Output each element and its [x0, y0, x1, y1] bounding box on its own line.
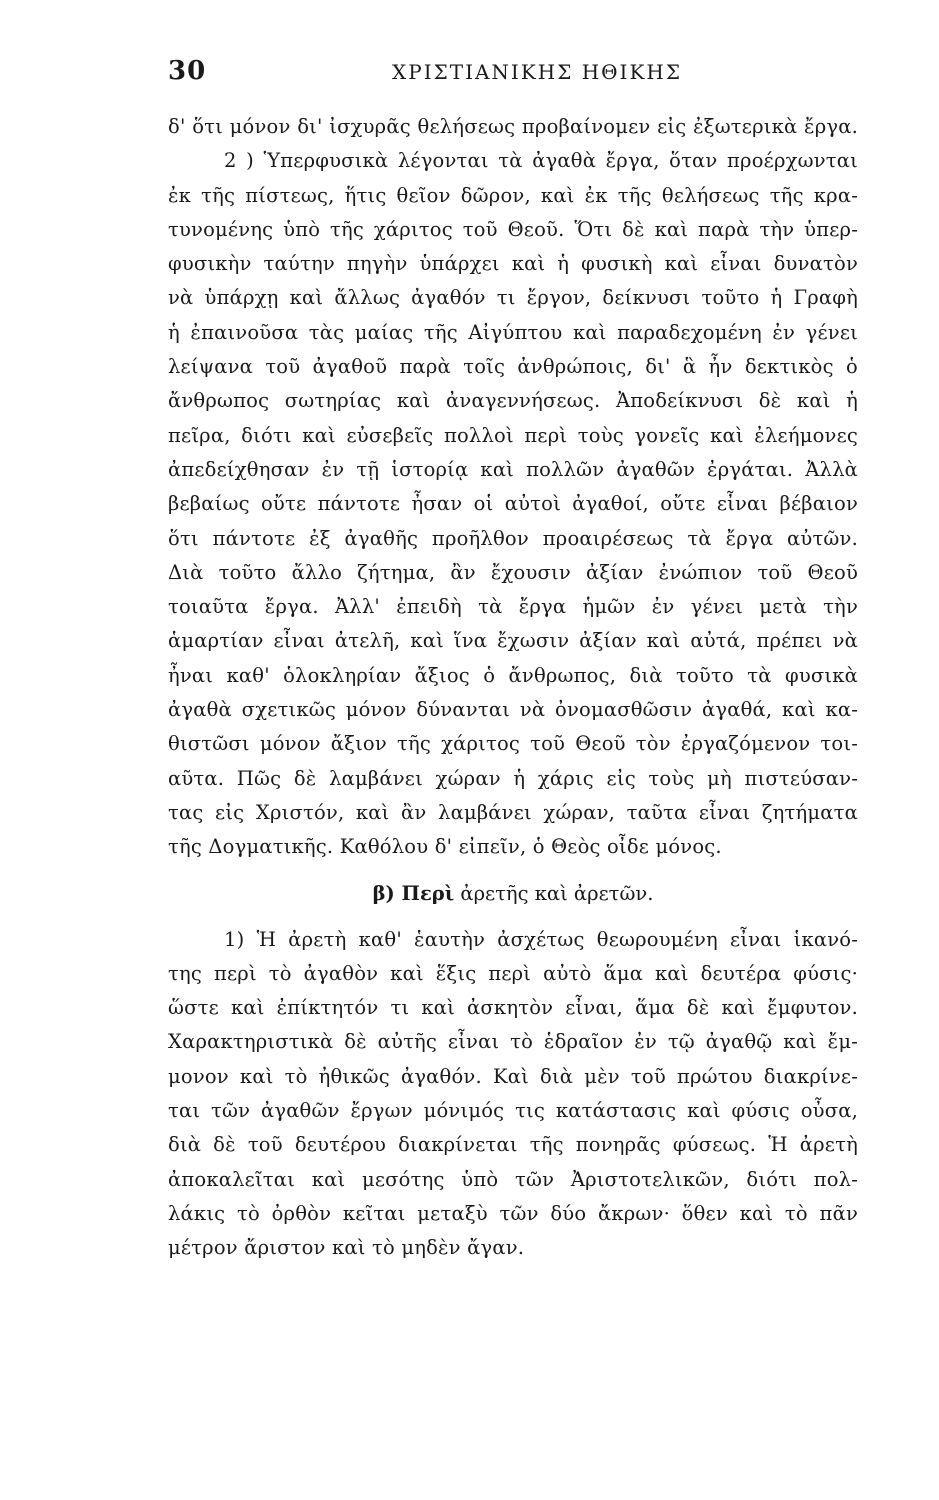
text-line: ἦναι καθ' ὁλοκληρίαν ἄξιος ὁ ἄνθρωπος, διὰ τοῦτο τὰ φυσικὰ: [168, 663, 858, 687]
text-line: τῆς Δογματικῆς. Καθόλου δ' εἰπεῖν, ὁ Θεὸς οἶδε μόνος.: [168, 835, 722, 859]
section-heading-title: ἀρετῆς καὶ ἀρετῶν.: [460, 881, 654, 905]
text-line: ἐκ τῆς πίστεως, ἥτις θεῖον δῶρον, καὶ ἐκ τῆς θελήσεως τῆς κρα-: [168, 183, 858, 207]
page-body: [168, 110, 858, 1266]
text-line: νὰ ὑπάρχῃ καὶ ἄλλως ἀγαθόν τι ἔργον, δείκνυσι τοῦτο ἡ Γραφὴ: [168, 286, 858, 310]
section-virtue: [168, 923, 858, 1266]
text-line: 1) Ἡ ἀρετὴ καθ' ἑαυτὴν ἀσχέτως θεωρουμένη εἶναι ἱκανό-: [224, 927, 858, 951]
text-line: Διὰ τοῦτο ἄλλο ζήτημα, ἂν ἔχουσιν ἀξίαν ἐνώπιον τοῦ Θεοῦ: [168, 560, 858, 584]
text-line: ἄνθρωπος σωτηρίας καὶ ἀναγεννήσεως. Ἀποδείκνυσι δὲ καὶ ἡ: [168, 389, 858, 413]
text-line: ἀποκαλεῖται καὶ μεσότης ὑπὸ τῶν Ἀριστοτελικῶν, διότι πολ-: [168, 1167, 858, 1191]
text-line: της περὶ τὸ ἀγαθὸν καὶ ἕξις περὶ αὐτὸ ἅμα καὶ δευτέρα φύσις·: [168, 961, 858, 985]
text-line: ἡ ἐπαινοῦσα τὰς μαίας τῆς Αἰγύπτου καὶ παραδεχομένη ἐν γένει: [168, 320, 858, 344]
text-line: διὰ δὲ τοῦ δευτέρου διακρίνεται τῆς πονηρᾶς φύσεως. Ἡ ἀρετὴ: [168, 1133, 858, 1157]
section-heading: [168, 865, 858, 923]
text-line: ἀπεδείχθησαν ἐν τῇ ἱστορίᾳ καὶ πολλῶν ἀγαθῶν ἐργάται. Ἀλλὰ: [168, 457, 858, 481]
text-line: ται τῶν ἀγαθῶν ἔργων μόνιμός τις κατάστασις καὶ φύσις οὖσα,: [168, 1099, 858, 1123]
text-line: 2 ) Ὑπερφυσικὰ λέγονται τὰ ἀγαθὰ ἔργα, ὅταν προέρχωνται: [224, 149, 858, 173]
page-number: 30: [168, 56, 207, 86]
text-line: βεβαίως οὔτε πάντοτε ἦσαν οἱ αὐτοὶ ἀγαθοί, οὔτε εἶναι βέβαιον: [168, 492, 858, 516]
text-line: τυνομένης ὑπὸ τῆς χάριτος τοῦ Θεοῦ. Ὅτι δὲ καὶ παρὰ τὴν ὑπερ-: [168, 217, 858, 241]
page-header: [168, 56, 868, 96]
section-supernatural-works: [168, 110, 858, 865]
text-line: αῦτα. Πῶς δὲ λαμβάνει χώραν ἡ χάρις εἰς τοὺς μὴ πιστεύσαν-: [168, 766, 858, 790]
text-line: λείψανα τοῦ ἀγαθοῦ παρὰ τοῖς ἀνθρώποις, δι' ἃ ἦν δεκτικὸς ὁ: [168, 355, 858, 379]
section-heading-lead: β) Περὶ: [372, 881, 455, 905]
text-line: θιστῶσι μόνον ἄξιον τῆς χάριτος τοῦ Θεοῦ τὸν ἐργαζόμενον τοι-: [168, 732, 858, 756]
text-line: ἁμαρτίαν εἶναι ἀτελῆ, καὶ ἵνα ἔχωσιν ἀξίαν καὶ αὐτά, πρέπει νὰ: [168, 629, 858, 653]
text-line: μονον καὶ τὸ ἠθικῶς ἀγαθόν. Καὶ διὰ μὲν τοῦ πρώτου διακρίνε-: [168, 1064, 858, 1088]
text-line: πεῖρα, διότι καὶ εὐσεβεῖς πολλοὶ περὶ τοὺς γονεῖς καὶ ἐλεήμονες: [168, 423, 858, 447]
text-line: Χαρακτηριστικὰ δὲ αὐτῆς εἶναι τὸ ἑδραῖον ἐν τῷ ἀγαθῷ καὶ ἔμ-: [168, 1030, 858, 1054]
text-line: ἀγαθὰ σχετικῶς μόνον δύνανται νὰ ὀνομασθῶσιν ἀγαθά, καὶ κα-: [168, 698, 858, 722]
text-line: λάκις τὸ ὀρθὸν κεῖται μεταξὺ τῶν δύο ἄκρων· ὅθεν καὶ τὸ πᾶν: [168, 1201, 858, 1225]
text-line: δ' ὅτι μόνον δι' ἰσχυρᾶς θελήσεως προβαίνομεν εἰς ἐξωτερικὰ ἔργα.: [168, 115, 858, 138]
text-line: τας εἰς Χριστόν, καὶ ἂν λαμβάνει χώραν, ταῦτα εἶναι ζητήματα: [168, 800, 858, 824]
text-line: φυσικὴν ταύτην πηγὴν ὑπάρχει καὶ ἡ φυσικὴ καὶ εἶναι δυνατὸν: [168, 252, 858, 276]
text-line: ὅτι πάντοτε ἐξ ἀγαθῆς προῆλθον προαιρέσεως τὰ ἔργα αὐτῶν.: [168, 526, 858, 550]
running-title: ΧΡΙΣΤΙΑΝΙΚΗΣ ΗΘΙΚΗΣ: [392, 60, 682, 84]
text-line: ὥστε καὶ ἐπίκτητόν τι καὶ ἀσκητὸν εἶναι, ἅμα δὲ καὶ ἔμφυτον.: [168, 996, 858, 1020]
text-line: τοιαῦτα ἔργα. Ἀλλ' ἐπειδὴ τὰ ἔργα ἡμῶν ἐν γένει μετὰ τὴν: [168, 595, 858, 619]
text-line: μέτρον ἄριστον καὶ τὸ μηδὲν ἄγαν.: [168, 1236, 525, 1260]
